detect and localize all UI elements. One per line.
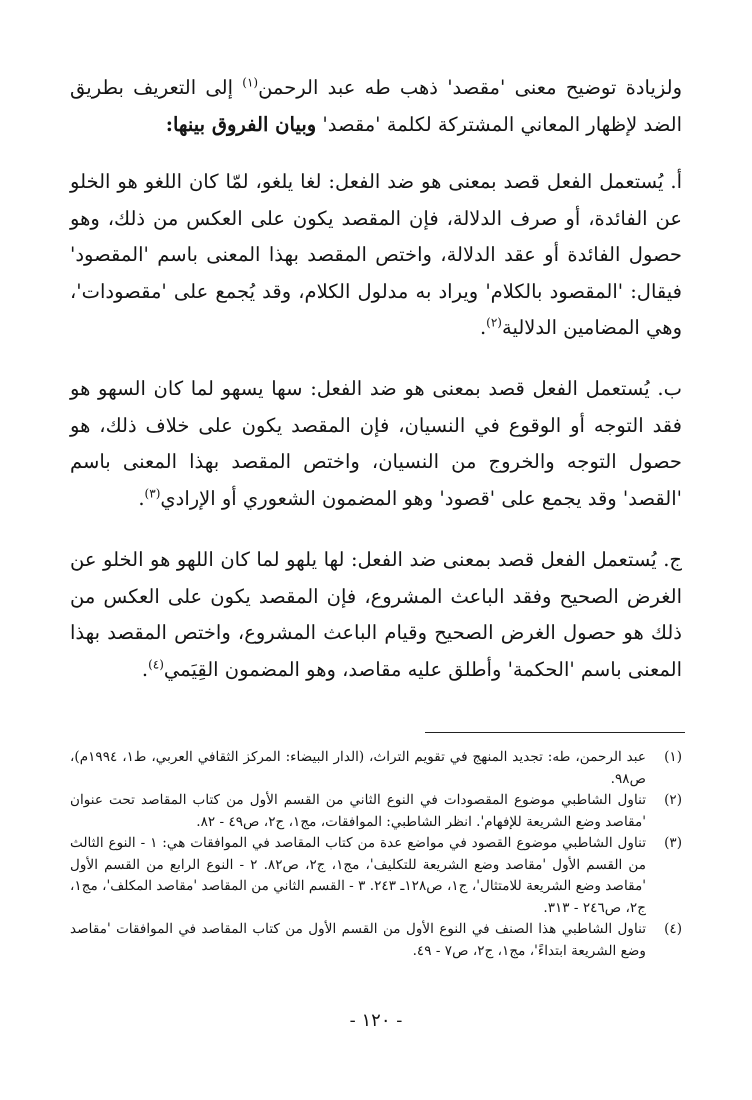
- paragraph-a: [70, 164, 682, 347]
- footnote-3: [70, 833, 682, 919]
- footnote-text: عبد الرحمن، طه: تجديد المنهج في تقويم التراث، (الدار البيضاء: المركز الثقافي العربي، ط١، ١٩٩٤م)، ص٩٨.: [70, 749, 646, 787]
- footnote-ref-4[interactable]: (٤): [148, 657, 164, 671]
- footnote-text: تناول الشاطبي هذا الصنف في النوع الأول من القسم الأول من كتاب المقاصد في الموافقات 'مقاصد وضع الشريعة ابتداءً'، مج١، ج٢، ص٧ - ٤٩.: [70, 921, 646, 959]
- footnote-2: [70, 790, 682, 833]
- paragraph-c-text: ج. يُستعمل الفعل قصد بمعنى ضد الفعل: لها يلهو لما كان اللهو هو الخلو عن الغرض الصحيح وفقد الباعث المشروع، فإن المقصد يكون على العكس من ذلك هو حصول الغرض الصحيح وقيام الباعث المشروع، واختص المقصد بهذا المعنى باسم 'الحكمة' وأطلق عليه مقاصد، وهو المضمون القِيَمي: [70, 548, 682, 681]
- footnote-number: (٢): [664, 792, 682, 808]
- paragraph-b-end: .: [138, 486, 145, 510]
- footnote-number: (١): [664, 749, 682, 765]
- paragraph-b: [70, 371, 682, 517]
- footnote-ref-2[interactable]: (٢): [486, 315, 502, 330]
- footnote-number: (٣): [664, 835, 682, 851]
- footnotes: [70, 747, 682, 962]
- footnote-text: تناول الشاطبي موضوع المقصودات في النوع الثاني من القسم الأول من كتاب المقاصد تحت عنوان 'مقاصد وضع الشريعة للإفهام'. انظر الشاطبي: الموافقات، مج١، ج٢، ص٤٩ - ٨٢.: [70, 792, 646, 830]
- footnote-number: (٤): [664, 921, 682, 937]
- footnote-divider: [425, 732, 685, 733]
- intro-text: ولزيادة توضيح معنى 'مقصد' ذهب طه عبد الرحمن: [258, 76, 683, 99]
- paragraph-b-text: ب. يُستعمل الفعل قصد بمعنى هو ضد الفعل: سها يسهو لما كان السهو هو فقد التوجه أو الوقوع في النسيان، فإن المقصد يكون على خلاف ذلك، هو حصول التوجه والخروج من النسيان، واختص المقصد بهذا المعنى باسم 'القصد' وقد يجمع على 'قصود' وهو المضمون الشعوري أو الإرادي: [70, 377, 682, 510]
- footnote-ref-3[interactable]: (٣): [144, 486, 161, 500]
- footnote-1: [70, 747, 682, 790]
- intro-bold-text: وبيان الفروق بينها:: [165, 112, 317, 136]
- footnote-text: تناول الشاطبي موضوع القصود في مواضع عدة من كتاب المقاصد في الموافقات هي: ١ - النوع الثالث من القسم الأول 'مقاصد وضع الشريعة للتكليف'، مج١، ج٢، ص٨٢. ٢ - النوع الرابع من القسم الأول 'مقاصد وضع الشريعة للامتثال'، ج١، ص١٢٨ـ ٢٤٣. ٣ - القسم الثاني من المقاصد 'مقاصد المكلف'، مج١، ج٢، ص٢٤٦ - ٣١٣.: [70, 835, 647, 916]
- paragraph-c: [70, 542, 682, 688]
- footnote-4: [70, 919, 682, 962]
- paragraph-c-end: .: [141, 657, 149, 681]
- paragraph-a-text: أ. يُستعمل الفعل قصد بمعنى هو ضد الفعل: لغا يلغو، لمّا كان اللغو هو الخلو عن الفائدة، أو صرف الدلالة، فإن المقصد يكون على العكس من ذلك، وهو حصول الفائدة أو عقد الدلالة، واختص المقصد بهذا المعنى باسم 'المقصود' فيقال: 'المقصود بالكلام' ويراد به مدلول الكلام، وقد يُجمع على 'مقصودات'، وهي المضامين الدلالية: [70, 170, 682, 339]
- intro-paragraph: [70, 70, 682, 143]
- paragraph-a-end: .: [479, 316, 487, 339]
- page-number: - ١٢٠ -: [349, 1010, 403, 1031]
- footnote-ref-1[interactable]: (١): [242, 75, 259, 90]
- intro-text-continued: إلى التعريف بطريق الضد لإظهار المعاني المشتركة لكلمة 'مقصد': [70, 76, 682, 136]
